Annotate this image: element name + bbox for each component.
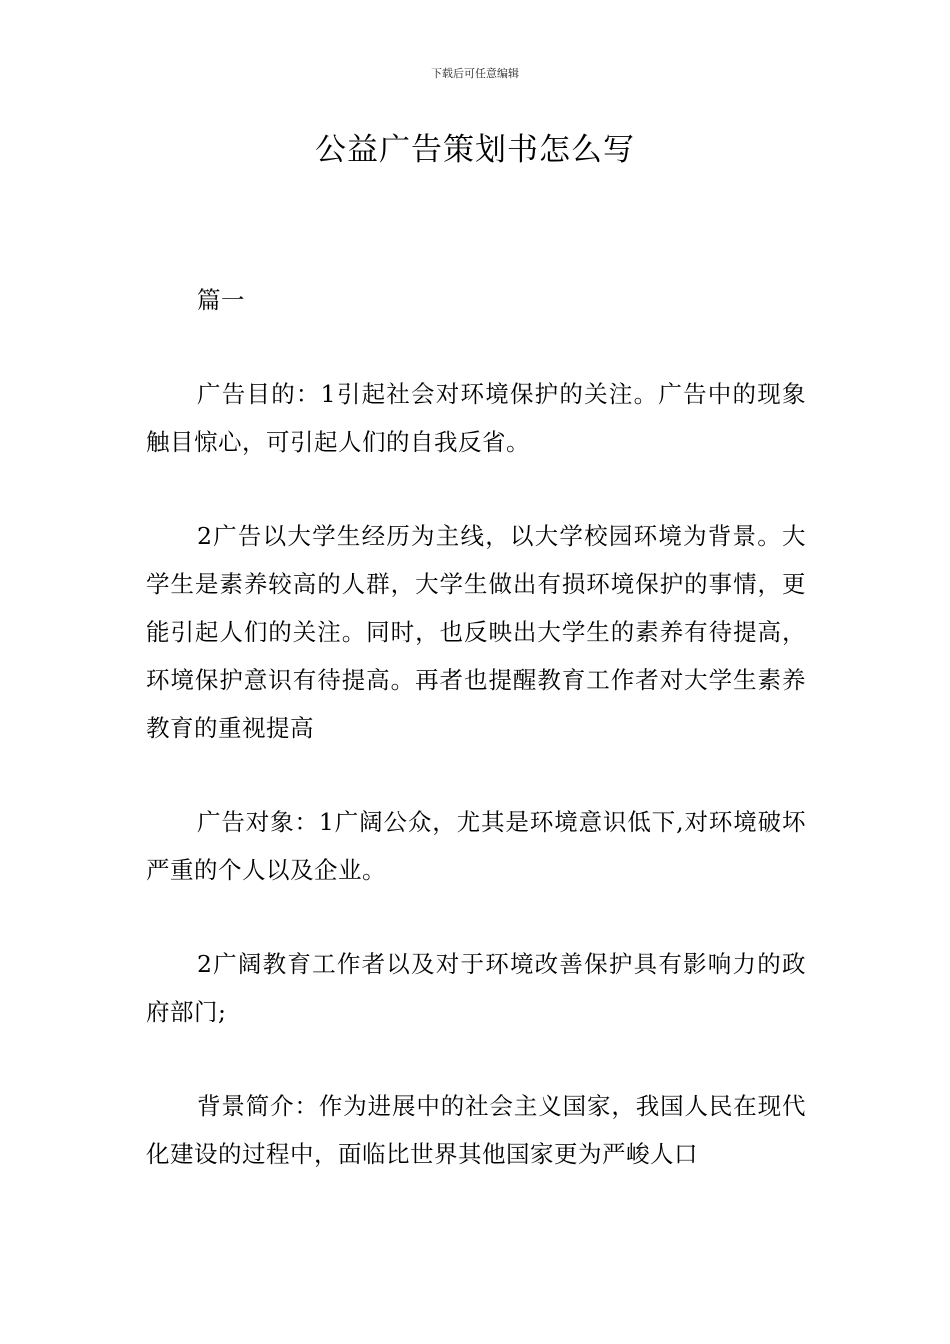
paragraph-ad-audience-2: 2广阔教育工作者以及对于环境改善保护具有影响力的政府部门; xyxy=(146,950,806,1026)
paragraph-ad-purpose-2: 2广告以大学生经历为主线，以大学校园环境为背景。大学生是素养较高的人群，大学生做出有损环境保护的事情，更能引起人们的关注。同时，也反映出大学生的素养有待提高，环境保护意识有待提高。再者也提醒教育工作者对大学生素养教育的重视提高 xyxy=(146,522,806,742)
section-heading: 篇一 xyxy=(197,286,245,314)
paragraph-ad-purpose: 广告目的：1引起社会对环境保护的关注。广告中的现象触目惊心，可引起人们的自我反省。 xyxy=(146,380,806,456)
paragraph-ad-audience: 广告对象：1广阔公众，尤其是环境意识低下,对环境破坏严重的个人以及企业。 xyxy=(146,808,806,884)
header-note: 下载后可任意编辑 xyxy=(431,67,519,80)
document-title: 公益广告策划书怎么写 xyxy=(315,132,635,168)
paragraph-background: 背景简介：作为进展中的社会主义国家，我国人民在现代化建设的过程中，面临比世界其他国家更为严峻人口 xyxy=(146,1092,806,1168)
document-body xyxy=(146,276,806,1178)
